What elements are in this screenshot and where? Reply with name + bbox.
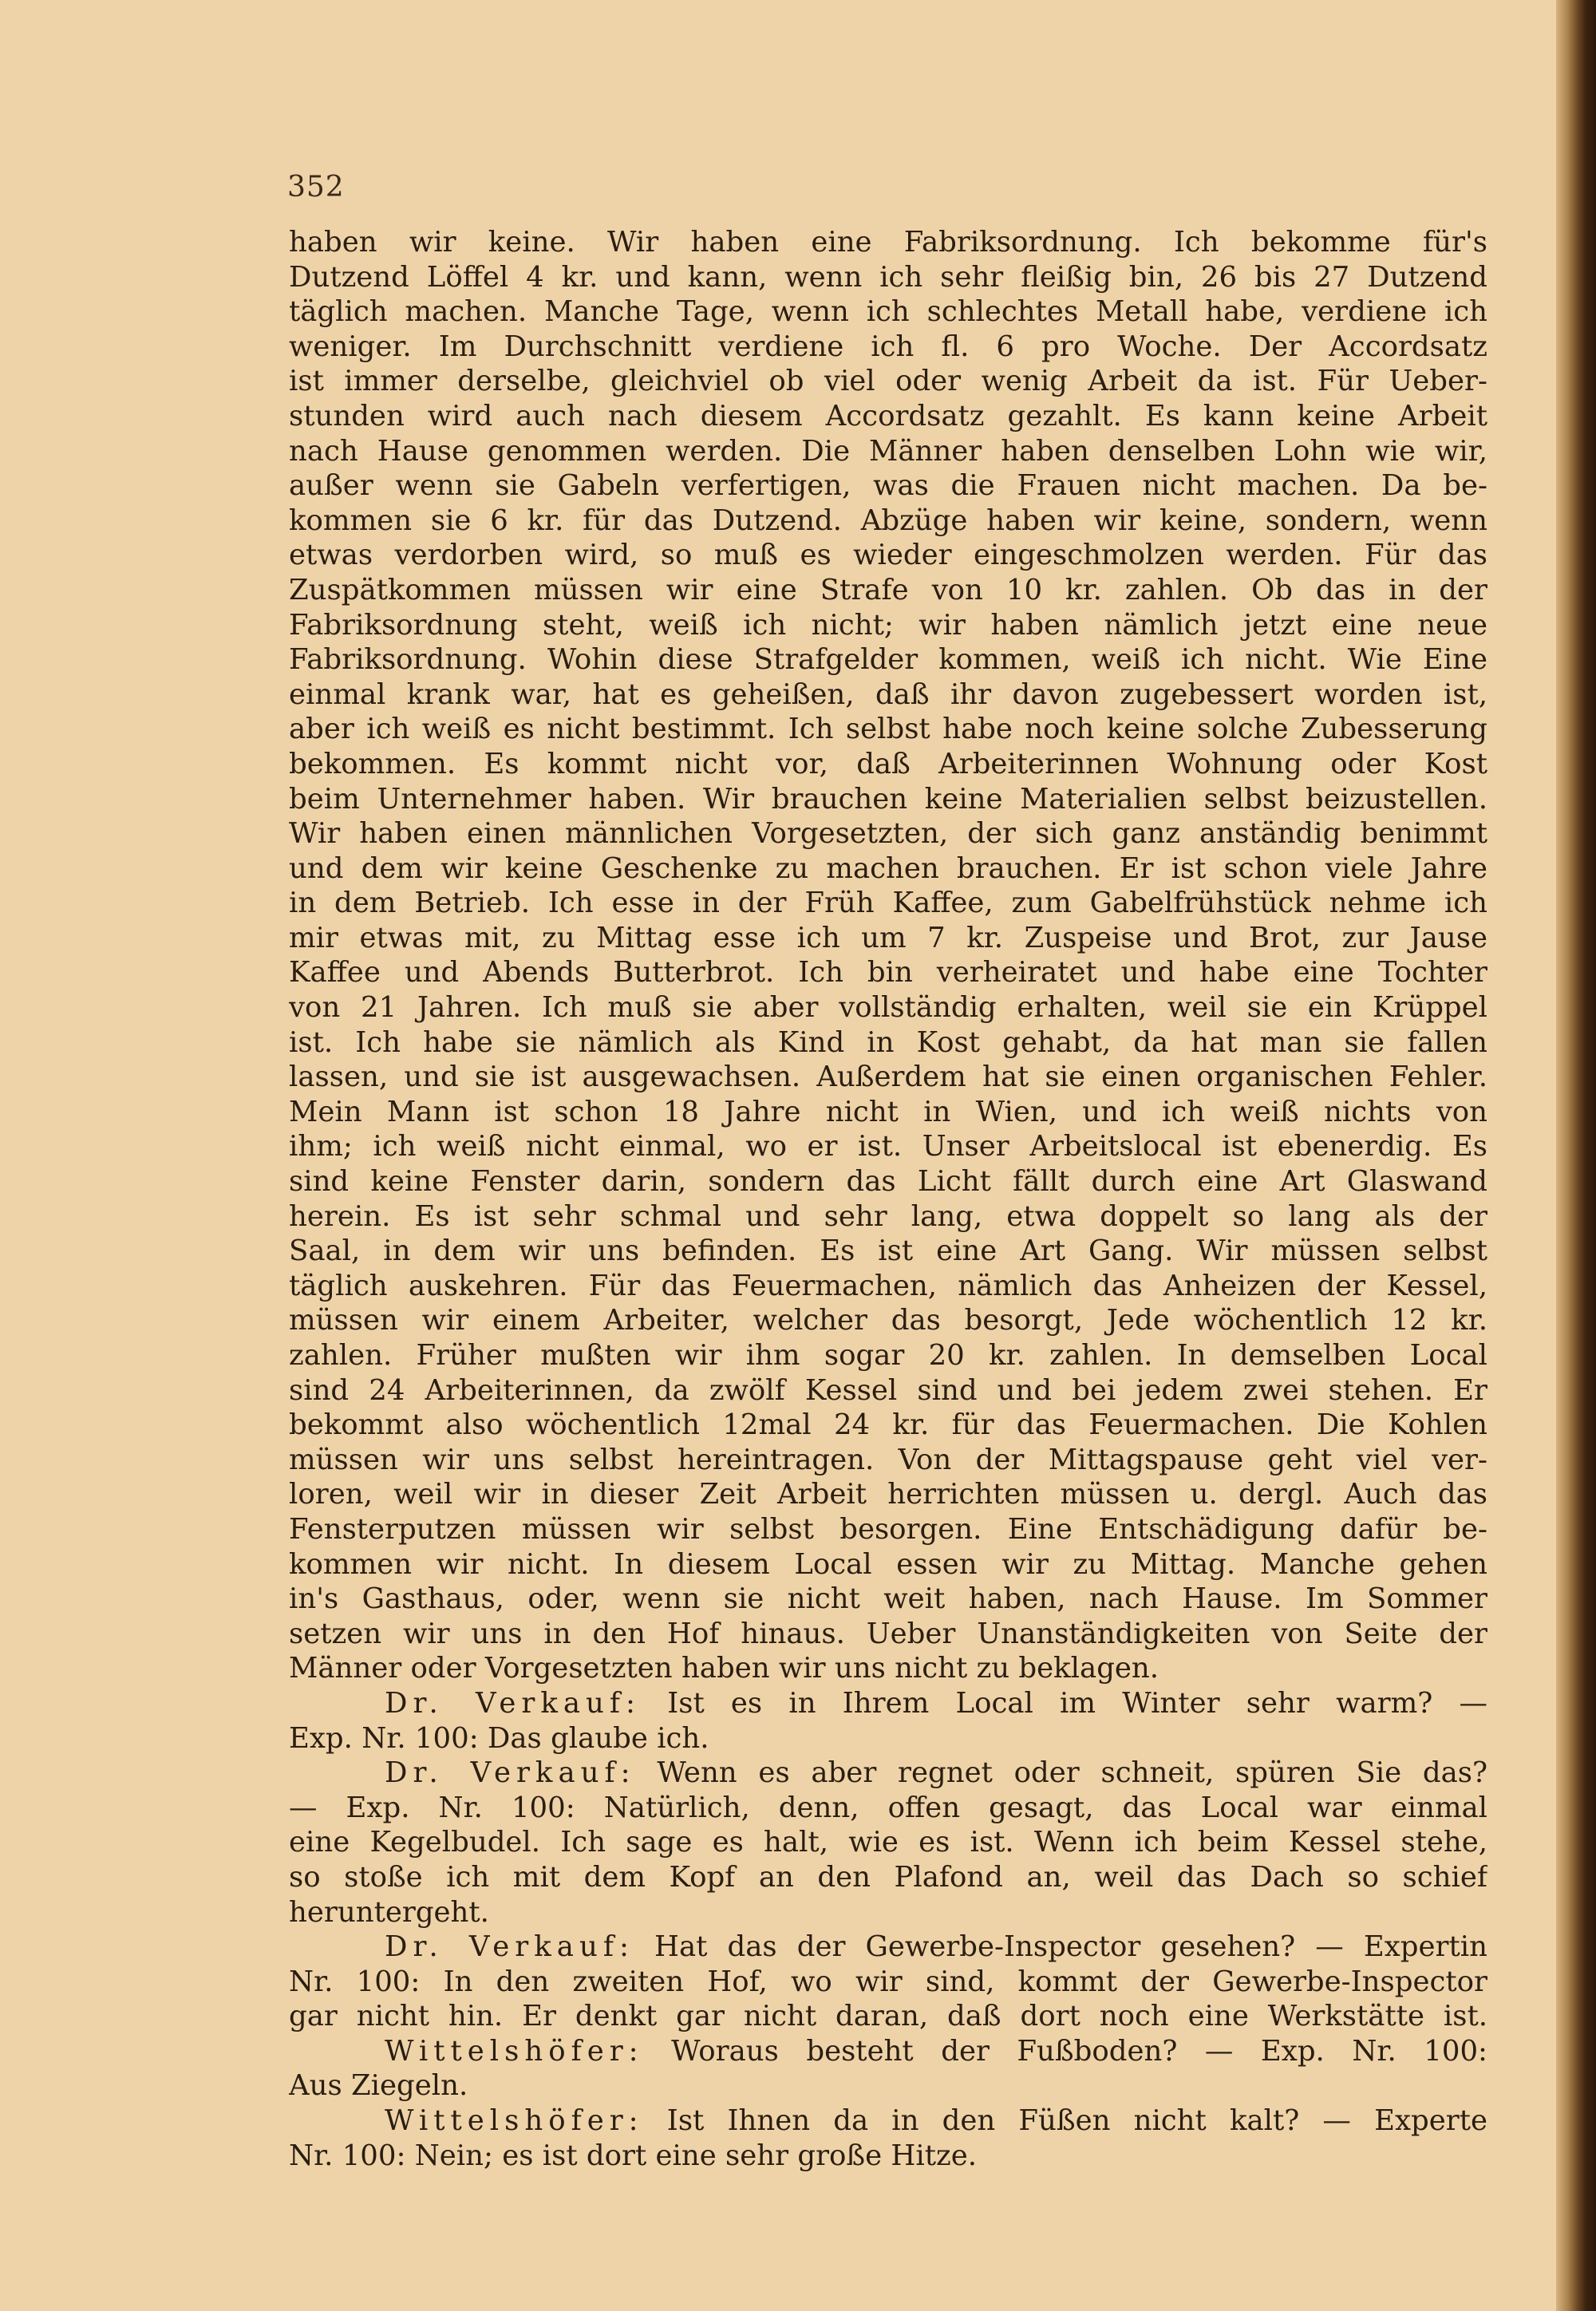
line-text: Männer oder Vorgesetzten haben wir uns nicht zu beklagen. [289, 1652, 1159, 1685]
text-line [289, 1825, 1487, 1860]
line-text: weniger. Im Durchschnitt verdiene ich fl. 6 pro Woche. Der Accordsatz [289, 330, 1487, 363]
text-line [289, 1895, 1487, 1930]
text-line [289, 642, 1487, 677]
speaker-name: Wittelshöfer: [385, 2034, 644, 2068]
text-line [289, 2034, 1487, 2069]
line-text: eine Kegelbudel. Ich sage es halt, wie es ist. Wenn ich beim Kessel stehe, [289, 1826, 1487, 1859]
text-line [289, 1373, 1487, 1408]
line-text: Ist es in Ihrem Local im Winter sehr warm? — [641, 1686, 1487, 1720]
text-line [289, 955, 1487, 990]
body-text [289, 225, 1487, 2173]
text-line [289, 1930, 1487, 1965]
text-line [289, 2068, 1487, 2104]
text-line [289, 1338, 1487, 1373]
text-line [289, 1234, 1487, 1269]
text-line [289, 1547, 1487, 1582]
line-text: täglich machen. Manche Tage, wenn ich schlechtes Metall habe, verdiene ich [289, 295, 1487, 329]
line-text: setzen wir uns in den Hof hinaus. Ueber Unanständigkeiten von Seite der [289, 1617, 1487, 1650]
line-text: in dem Betrieb. Ich esse in der Früh Kaffee, zum Gabelfrühstück nehme ich [289, 887, 1487, 920]
line-text: Aus Ziegeln. [289, 2069, 468, 2103]
line-text: Mein Mann ist schon 18 Jahre nicht in Wien, und ich weiß nichts von [289, 1095, 1487, 1128]
line-text: Nr. 100: In den zweiten Hof, wo wir sind, kommt der Gewerbe-Inspector [289, 1965, 1487, 1998]
line-text: so stoße ich mit dem Kopf an den Plafond an, weil das Dach so schief [289, 1860, 1487, 1894]
text-line [289, 504, 1487, 539]
line-text: Nr. 100: Nein; es ist dort eine sehr große Hitze. [289, 2139, 978, 2172]
line-text: nach Hause genommen werden. Die Männer haben denselben Lohn wie wir, [289, 434, 1487, 468]
text-line [289, 1582, 1487, 1617]
line-text: ihm; ich weiß nicht einmal, wo er ist. Unser Arbeitslocal ist ebenerdig. Es [289, 1130, 1487, 1163]
text-line [289, 364, 1487, 399]
line-text: von 21 Jahren. Ich muß sie aber vollständig erhalten, weil sie ein Krüppel [289, 991, 1487, 1025]
line-text: etwas verdorben wird, so muß es wieder eingeschmolzen werden. Für das [289, 539, 1487, 572]
text-line [289, 573, 1487, 608]
line-text: sind keine Fenster darin, sondern das Licht fällt durch eine Art Glaswand [289, 1165, 1487, 1199]
line-text: müssen wir einem Arbeiter, welcher das besorgt, Jede wöchentlich 12 kr. [289, 1304, 1487, 1337]
text-line [289, 1512, 1487, 1547]
line-text: sind 24 Arbeiterinnen, da zwölf Kessel sind und bei jedem zwei stehen. Er [289, 1373, 1487, 1407]
text-line [289, 1443, 1487, 1478]
line-text: ist. Ich habe sie nämlich als Kind in Kost gehabt, da hat man sie fallen [289, 1025, 1487, 1059]
speaker-name: Dr. Verkauf: [385, 1756, 636, 1790]
text-line [289, 1860, 1487, 1895]
line-text: Wir haben einen männlichen Vorgesetzten, der sich ganz anständig benimmt [289, 817, 1487, 851]
line-text: mir etwas mit, zu Mittag esse ich um 7 kr. Zuspeise und Brot, zur Jause [289, 921, 1487, 954]
line-text: heruntergeht. [289, 1895, 489, 1929]
line-text: bekommt also wöchentlich 12mal 24 kr. für das Feuermachen. Die Kohlen [289, 1408, 1487, 1442]
line-text: stunden wird auch nach diesem Accordsatz gezahlt. Es kann keine Arbeit [289, 399, 1487, 433]
text-line [289, 1269, 1487, 1304]
line-text: Saal, in dem wir uns befinden. Es ist eine Art Gang. Wir müssen selbst [289, 1235, 1487, 1268]
text-line [289, 1408, 1487, 1443]
text-line [289, 1965, 1487, 2000]
text-line [289, 608, 1487, 643]
text-line [289, 677, 1487, 713]
speaker-name: Dr. Verkauf: [385, 1686, 642, 1720]
line-text: Fabriksordnung steht, weiß ich nicht; wir haben nämlich jetzt eine neue [289, 608, 1487, 642]
text-line [289, 990, 1487, 1025]
line-text: müssen wir uns selbst hereintragen. Von der Mittagspause geht viel ver- [289, 1443, 1487, 1476]
text-line [289, 2139, 1487, 2174]
line-text: ist immer derselbe, gleichviel ob viel oder wenig Arbeit da ist. Für Ueber- [289, 365, 1487, 398]
line-text: zahlen. Früher mußten wir ihm sogar 20 kr. zahlen. In demselben Local [289, 1339, 1487, 1372]
line-text: gar nicht hin. Er denkt gar nicht daran, daß dort noch eine Werkstätte ist. [289, 2000, 1487, 2033]
line-text: einmal krank war, hat es geheißen, daß ihr davon zugebessert worden ist, [289, 677, 1487, 711]
line-text: Ist Ihnen da in den Füßen nicht kalt? — Experte [643, 2104, 1487, 2138]
text-line [289, 1999, 1487, 2034]
text-line [289, 1791, 1487, 1826]
line-text: aber ich weiß es nicht bestimmt. Ich selbst habe noch keine solche Zubesserung [289, 713, 1487, 746]
text-line [289, 2104, 1487, 2139]
speaker-name: Dr. Verkauf: [385, 1930, 634, 1964]
text-line [289, 1617, 1487, 1652]
text-line [289, 1477, 1487, 1512]
text-line [289, 434, 1487, 469]
text-line [289, 294, 1487, 330]
text-line [289, 1060, 1487, 1095]
line-text: — Exp. Nr. 100: Natürlich, denn, offen gesagt, das Local war einmal [289, 1791, 1487, 1824]
line-text: loren, weil wir in dieser Zeit Arbeit herrichten müssen u. dergl. Auch das [289, 1478, 1487, 1511]
text-line [289, 921, 1487, 956]
line-text: Hat das der Gewerbe-Inspector gesehen? — Expertin [634, 1930, 1487, 1964]
line-text: Woraus besteht der Fußboden? — Exp. Nr. 100: [643, 2034, 1487, 2068]
text-line [289, 330, 1487, 365]
line-text: Wenn es aber regnet oder schneit, spüren Sie das? [635, 1756, 1487, 1790]
line-text: Fensterputzen müssen wir selbst besorgen. Eine Entschädigung dafür be- [289, 1512, 1487, 1546]
text-line [289, 399, 1487, 434]
text-line [289, 747, 1487, 782]
line-text: kommen sie 6 kr. für das Dutzend. Abzüge haben wir keine, sondern, wenn [289, 504, 1487, 537]
text-line [289, 1095, 1487, 1130]
line-text: beim Unternehmer haben. Wir brauchen keine Materialien selbst beizustellen. [289, 782, 1487, 816]
line-text: in's Gasthaus, oder, wenn sie nicht weit haben, nach Hause. Im Sommer [289, 1582, 1487, 1616]
text-line [289, 468, 1487, 504]
text-line [289, 225, 1487, 260]
line-text: Exp. Nr. 100: Das glaube ich. [289, 1721, 709, 1755]
line-text: außer wenn sie Gabeln verfertigen, was die Frauen nicht machen. Da be- [289, 469, 1487, 503]
text-line [289, 1721, 1487, 1756]
line-text: bekommen. Es kommt nicht vor, daß Arbeiterinnen Wohnung oder Kost [289, 747, 1487, 780]
text-line [289, 1303, 1487, 1338]
text-line [289, 538, 1487, 573]
text-line [289, 782, 1487, 817]
text-line [289, 1025, 1487, 1061]
line-text: lassen, und sie ist ausgewachsen. Außerdem hat sie einen organischen Fehler. [289, 1061, 1487, 1094]
line-text: kommen wir nicht. In diesem Local essen wir zu Mittag. Manche gehen [289, 1547, 1487, 1581]
text-line [289, 1199, 1487, 1235]
text-line [289, 1756, 1487, 1791]
line-text: herein. Es ist sehr schmal und sehr lang, etwa doppelt so lang als der [289, 1199, 1487, 1233]
text-line [289, 260, 1487, 295]
line-text: und dem wir keine Geschenke zu machen brauchen. Er ist schon viele Jahre [289, 851, 1487, 885]
text-line [289, 816, 1487, 851]
line-text: täglich auskehren. Für das Feuermachen, nämlich das Anheizen der Kessel, [289, 1269, 1487, 1302]
text-line [289, 1164, 1487, 1199]
line-text: Fabriksordnung. Wohin diese Strafgelder kommen, weiß ich nicht. Wie Eine [289, 643, 1487, 677]
book-binding-edge [1556, 0, 1596, 2311]
line-text: Zuspätkommen müssen wir eine Strafe von 10 kr. zahlen. Ob das in der [289, 573, 1487, 606]
text-line [289, 886, 1487, 921]
text-line [289, 851, 1487, 887]
text-line [289, 1651, 1487, 1686]
page-number: 352 [287, 171, 345, 203]
line-text: Kaffee und Abends Butterbrot. Ich bin verheiratet und habe eine Tochter [289, 956, 1487, 990]
line-text: haben wir keine. Wir haben eine Fabriksordnung. Ich bekomme für's [289, 226, 1487, 259]
line-text: Dutzend Löffel 4 kr. und kann, wenn ich sehr fleißig bin, 26 bis 27 Dutzend [289, 260, 1487, 294]
text-line [289, 1686, 1487, 1721]
text-line [289, 1129, 1487, 1164]
text-line [289, 712, 1487, 747]
speaker-name: Wittelshöfer: [385, 2104, 644, 2138]
